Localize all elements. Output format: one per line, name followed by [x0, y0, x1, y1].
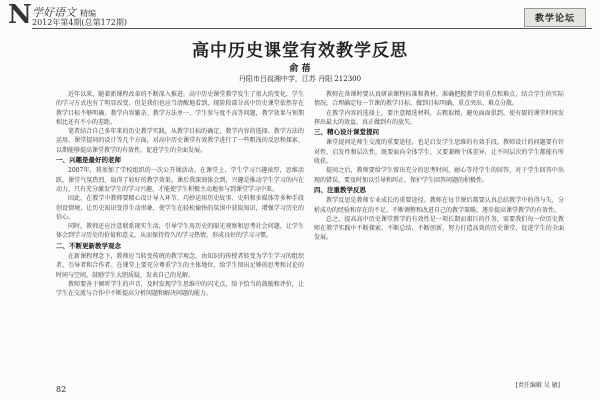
page-header	[8, 2, 592, 28]
page-number: 82	[56, 385, 67, 394]
journal-logo-letter: N	[8, 0, 32, 30]
body-paragraph: 笔者结合自己多年来的历史教学实践，从教学目标的确定、教学内容的选择、教学方法的运用、课堂提问的设计等几个方面，对高中历史课堂有效教学进行了一些粗浅的反思和探索，以期能够提高课堂教学的有效性，促进学生的全面发展。	[56, 128, 304, 154]
body-paragraph: 在新课程理念下，教师应当转变传统的教学观念，由知识的传授者转变为学生学习的组织者、引导者和合作者。在课堂上要充分尊重学生的主体地位，给学生留出足够的思考和讨论的时间与空间，鼓励学生大胆质疑，发表自己的见解。	[56, 253, 304, 279]
body-paragraph: 提问之后，教师要给学生留出充分的思考时间，耐心等待学生的回答，对于学生回答中出现的错误，要及时加以引导和纠正，保护学生回答问题的积极性。	[314, 167, 564, 184]
left-column	[56, 90, 304, 375]
body-paragraph: 教学反思是教师专业成长的重要途径。教师在每节课后都要认真总结教学中的得与失，分析成功的经验和存在的不足，不断调整和改进自己的教学策略，逐步提高课堂教学的有效性。	[314, 197, 564, 214]
body-paragraph: 在教学内容的选择上，要注意精选材料，去粗取精，避免面面俱到，使有限的课堂时间发挥出最大的效益，真正做到有的放矢。	[314, 109, 564, 126]
header-rule	[32, 28, 592, 29]
body-paragraph: 课堂提问是师生交流的重要途径，也是启发学生思维的有效手段。教师设计的问题要有针对性、启发性和层次性，既要面向全体学生，又要兼顾个体差异，让不同层次的学生都能有所收获。	[314, 139, 564, 166]
article-author: 俞 蓓	[289, 64, 311, 74]
author-affiliation: 丹阳市吕叔湘中学，江苏 丹阳 212300	[238, 75, 362, 83]
body-paragraph: 同时，教师还应注意联系现实生活，引导学生用历史的眼光观察和思考社会问题，让学生体会到学习历史的价值和意义，从而保持持久的学习热情，形成良好的学习习惯。	[56, 223, 304, 240]
section-heading: 二、不断更新教学观念	[56, 241, 121, 250]
article-title: 高中历史课堂有效教学反思	[192, 41, 408, 61]
body-paragraph: 因此，在教学中教师要精心设计导入环节，巧妙运用历史故事、史料和多媒体等多种手段创设情境，让历史知识变得生动形象，使学生在轻松愉快的氛围中获取知识，增强学习历史的信心。	[56, 195, 304, 221]
body-paragraph: 2007年，我参加了学校组织的一次公开课活动。在课堂上，学生学习兴趣浓厚，思维活跃，课堂气氛热烈，取得了较好的教学效果。课后我深刻体会到，兴趣是推动学生学习的内在动力，只有充分激发学生的学习兴趣，才能使学生积极主动地参与到课堂学习中来。	[56, 167, 304, 193]
masthead-sub: 精编	[80, 9, 96, 18]
issue-info: 2012年第4期(总第172期)	[32, 18, 127, 27]
section-tag: 教学论坛	[524, 8, 586, 27]
section-heading: 四、注重教学反思	[314, 185, 366, 194]
editor-credit: [责任编辑 吴 敏]	[515, 382, 560, 389]
body-paragraph: 教师在备课时要认真研读课程标准和教材，准确把握教学的重点和难点，结合学生的实际情况，合理确定每一节课的教学目标，做到目标明确、重点突出、难点分散。	[314, 91, 564, 108]
section-heading: 一、兴趣是最好的老师	[56, 156, 121, 165]
body-paragraph: 近年以来，随着新课程改革的不断深入推进，高中历史课堂教学发生了很大的变化，学生的学习方式也有了明显改变。但是我们也应当清醒地看到，现阶段部分高中历史课堂依然存在教学目标不够明确、教学内容繁杂、教学方法单一、学生参与度不高等问题，教学效果与预期相比还有不小的差距。	[56, 91, 304, 126]
masthead-title: 学好语文	[32, 6, 76, 19]
body-paragraph: 教师要善于倾听学生的声音，及时发现学生思维中的闪光点，给予恰当的鼓励和评价，让学生在交流与合作中不断提高分析问题和解决问题的能力。	[56, 280, 304, 298]
section-heading: 三、精心设计课堂提问	[314, 128, 379, 137]
body-paragraph: 总之，提高高中历史课堂教学的有效性是一项长期而艰巨的任务，需要我们每一位历史教师在教学实践中不断探索、不断总结、不断创新，努力打造高效的历史课堂，促进学生的全面发展。	[314, 215, 564, 242]
right-column	[314, 90, 564, 375]
